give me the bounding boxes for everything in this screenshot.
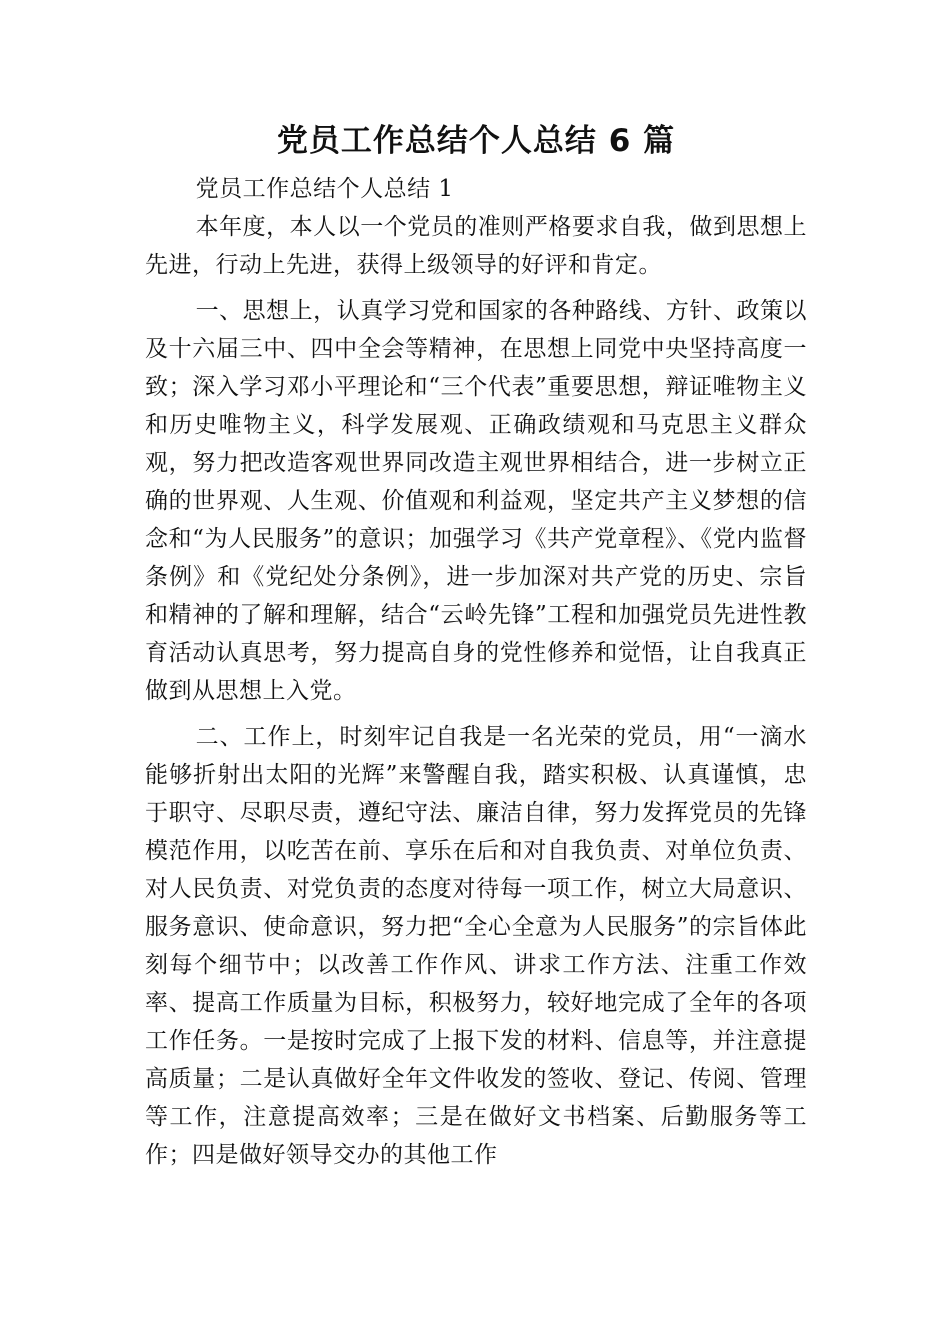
ideology-paragraph: 一、思想上，认真学习党和国家的各种路线、方针、政策以及十六届三中、四中全会等精神，在思想上同党中央坚持高度一致；深入学习邓小平理论和“三个代表”重要思想，辩证唯物主义和历史唯物主义，科学发展观、正确政绩观和马克思主义群众观，努力把改造客观世界同改造主观世界相结合，进一步树立正确的世界观、人生观、价值观和利益观，坚定共产主义梦想的信念和“为人民服务”的意识；加强学习《共产党章程》、《党内监督条例》和《党纪处分条例》，进一步加深对共产党的历史、宗旨和精神的了解和理解，结合“云岭先锋”工程和加强党员先进性教育活动认真思考，努力提高自身的党性修养和觉悟，让自我真正做到从思想上入党。: [145, 298, 807, 704]
work-paragraph: 二、工作上，时刻牢记自我是一名光荣的党员，用“一滴水能够折射出太阳的光辉”来警醒自我，踏实积极、认真谨慎，忠于职守、尽职尽责，遵纪守法、廉洁自律，努力发挥党员的先锋模范作用，以吃苦在前、享乐在后和对自我负责、对单位负责、对人民负责、对党负责的态度对待每一项工作，树立大局意识、服务意识、使命意识，努力把“全心全意为人民服务”的宗旨体此刻每个细节中；以改善工作作风、讲求工作方法、注重工作效率、提高工作质量为目标，积极努力，较好地完成了全年的各项工作任务。一是按时完成了上报下发的材料、信息等，并注意提高质量；二是认真做好全年文件收发的签收、登记、传阅、管理等工作，注意提高效率；三是在做好文书档案、后勤服务等工作；四是做好领导交办的其他工作: [145, 724, 807, 1168]
document-title: 党员工作总结个人总结 6 篇: [276, 123, 676, 159]
intro-paragraph: 本年度，本人以一个党员的准则严格要求自我，做到思想上先进，行动上先进，获得上级领导的好评和肯定。: [145, 214, 807, 278]
section-heading: 党员工作总结个人总结 1: [195, 176, 454, 202]
document-page: [145, 118, 807, 1174]
